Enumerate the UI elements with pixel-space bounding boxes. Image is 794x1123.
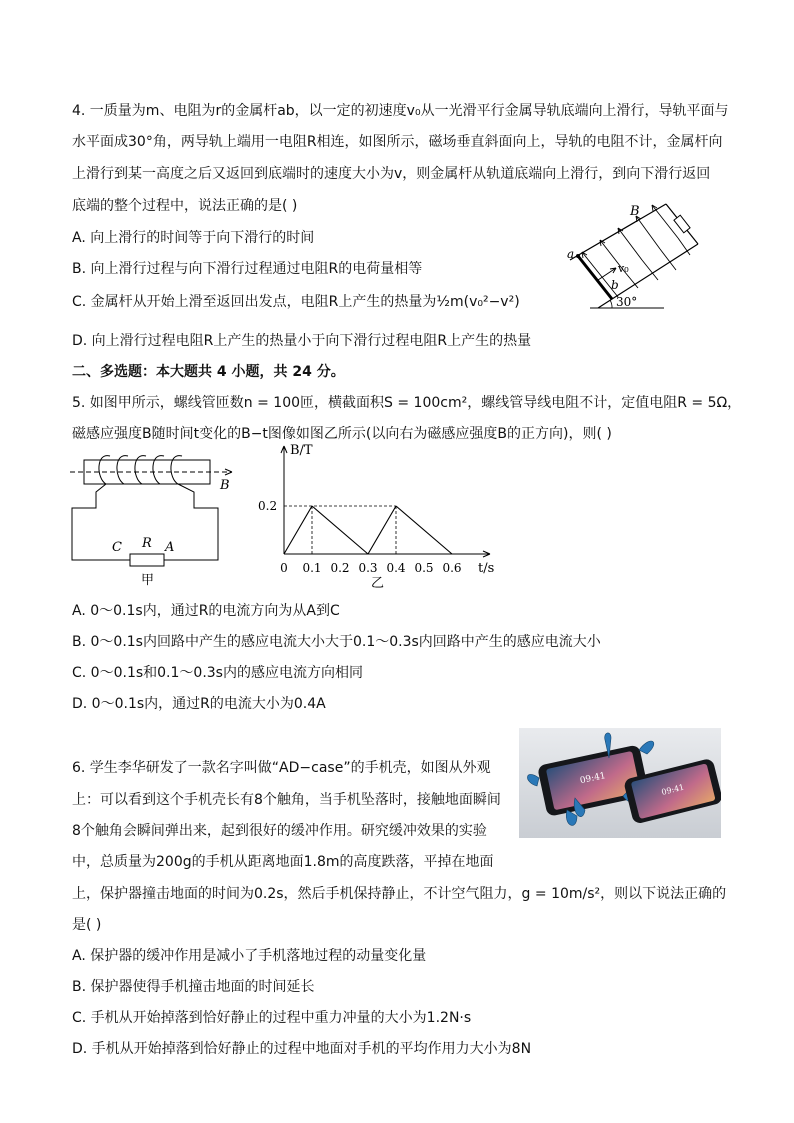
q4-stem-line-4: 底端的整个过程中，说法正确的是( ) [72, 198, 298, 214]
q5-label-a: A [165, 540, 175, 555]
q5-label-c: C [112, 540, 122, 555]
bt-series-segment [312, 506, 368, 554]
bt-y-tick-label: 0.2 [258, 499, 278, 513]
q5-y-axis-label: B/T [290, 443, 313, 458]
q6-option-b: B. 保护器使得手机撞击地面的时间延长 [72, 979, 315, 995]
q6-option-d: D. 手机从开始掉落到恰好静止的过程中地面对手机的平均作用力大小为8N [72, 1041, 532, 1057]
q4-label-b-field: B [630, 204, 640, 219]
q5-caption-jia: 甲 [141, 573, 155, 588]
q5-label-b: B [220, 478, 230, 493]
q6-phone-case-photo [519, 728, 721, 838]
bt-x-tick-label: 0 [280, 561, 288, 575]
q4-option-a: A. 向上滑行的时间等于向下滑行的时间 [72, 230, 315, 246]
q5-bt-graph [256, 434, 506, 590]
q4-stem-line-2: 水平面成30°角，两导轨上端用一电阻R相连，如图所示，磁场垂直斜面向上，导轨的电阻不计，金属杆向 [72, 134, 723, 150]
q4-option-d: D. 向上滑行过程电阻R上产生的热量小于向下滑行过程电阻R上产生的热量 [72, 333, 532, 349]
q6-stem-line-1: 6. 学生李华研发了一款名字叫做“AD−case”的手机壳，如图从外观 [72, 760, 491, 776]
q5-x-axis-label: t/s [478, 561, 495, 576]
q6-option-c: C. 手机从开始掉落到恰好静止的过程中重力冲量的大小为1.2N·s [72, 1010, 472, 1026]
bt-x-tick-label: 0.3 [358, 561, 378, 575]
bt-x-tick-label: 0.6 [442, 561, 462, 575]
bt-series-segment [284, 506, 312, 554]
bt-x-tick-label: 0.4 [386, 561, 406, 575]
section-heading-multi-choice: 二、多选题：本大题共 4 小题，共 24 分。 [72, 364, 345, 380]
q4-option-c: C. 金属杆从开始上滑至返回出发点，电阻R上产生的热量为½m(v₀²−v²) [72, 294, 520, 310]
q4-option-b: B. 向上滑行过程与向下滑行过程通过电阻R的电荷量相等 [72, 261, 423, 277]
q5-stem-line-1: 5. 如图甲所示，螺线管匝数n = 100匝，横截面积S = 100cm²，螺线管导线电阻不计，定值电阻R = 5Ω， [72, 395, 742, 411]
q5-label-r: R [142, 536, 152, 551]
q6-photo-clock-right: 09:41 [660, 782, 686, 797]
q5-option-a: A. 0～0.1s内，通过R的电流方向为从A到C [72, 603, 340, 619]
q4-label-a: a [567, 247, 575, 261]
q6-stem-line-3: 8个触角会瞬间弹出来，起到很好的缓冲作用。研究缓冲效果的实验 [72, 823, 487, 839]
q4-stem-line-1: 4. 一质量为m、电阻为r的金属杆ab，以一定的初速度v₀从一光滑平行金属导轨底端向上滑行，导轨平面与 [72, 103, 729, 119]
q5-option-b: B. 0～0.1s内回路中产生的感应电流大小大于0.1～0.3s内回路中产生的感应电流大小 [72, 634, 601, 650]
bt-x-tick-label: 0.1 [302, 561, 322, 575]
bt-series-segment [396, 506, 452, 554]
bt-series-segment [368, 506, 396, 554]
q5-caption-yi: 乙 [371, 576, 385, 590]
q6-photo-clock-left: 09:41 [579, 771, 607, 787]
q5-solenoid-figure [66, 448, 242, 588]
q6-stem-line-2: 上：可以看到这个手机壳长有8个触角，当手机坠落时，接触地面瞬间 [72, 792, 501, 808]
q4-label-angle: 30° [616, 295, 638, 309]
q6-stem-line-5: 上，保护器撞击地面的时间为0.2s，然后手机保持静止，不计空气阻力，g = 10m/s²，则以下说法正确的 [72, 886, 727, 902]
q4-stem-line-3: 上滑行到某一高度之后又返回到底端时的速度大小为v，则金属杆从轨道底端向上滑行，到向下滑行返回 [72, 166, 711, 182]
bt-x-tick-label: 0.5 [414, 561, 434, 575]
q6-stem-line-4: 中，总质量为200g的手机从距离地面1.8m的高度跌落，平掉在地面 [72, 854, 494, 870]
q5-option-d: D. 0～0.1s内，通过R的电流大小为0.4A [72, 696, 326, 712]
q4-incline-figure [540, 200, 720, 312]
q4-label-v0: v₀ [618, 262, 629, 275]
q5-stem-line-2: 磁感应强度B随时间t变化的B−t图像如图乙所示(以向右为磁感应强度B的正方向)，则( ) [72, 426, 612, 442]
q6-stem-line-6: 是( ) [72, 917, 102, 933]
bt-x-tick-label: 0.2 [330, 561, 350, 575]
q6-option-a: A. 保护器的缓冲作用是减小了手机落地过程的动量变化量 [72, 948, 427, 964]
q5-option-c: C. 0～0.1s和0.1～0.3s内的感应电流方向相同 [72, 665, 363, 681]
q4-label-b: b [611, 278, 619, 292]
